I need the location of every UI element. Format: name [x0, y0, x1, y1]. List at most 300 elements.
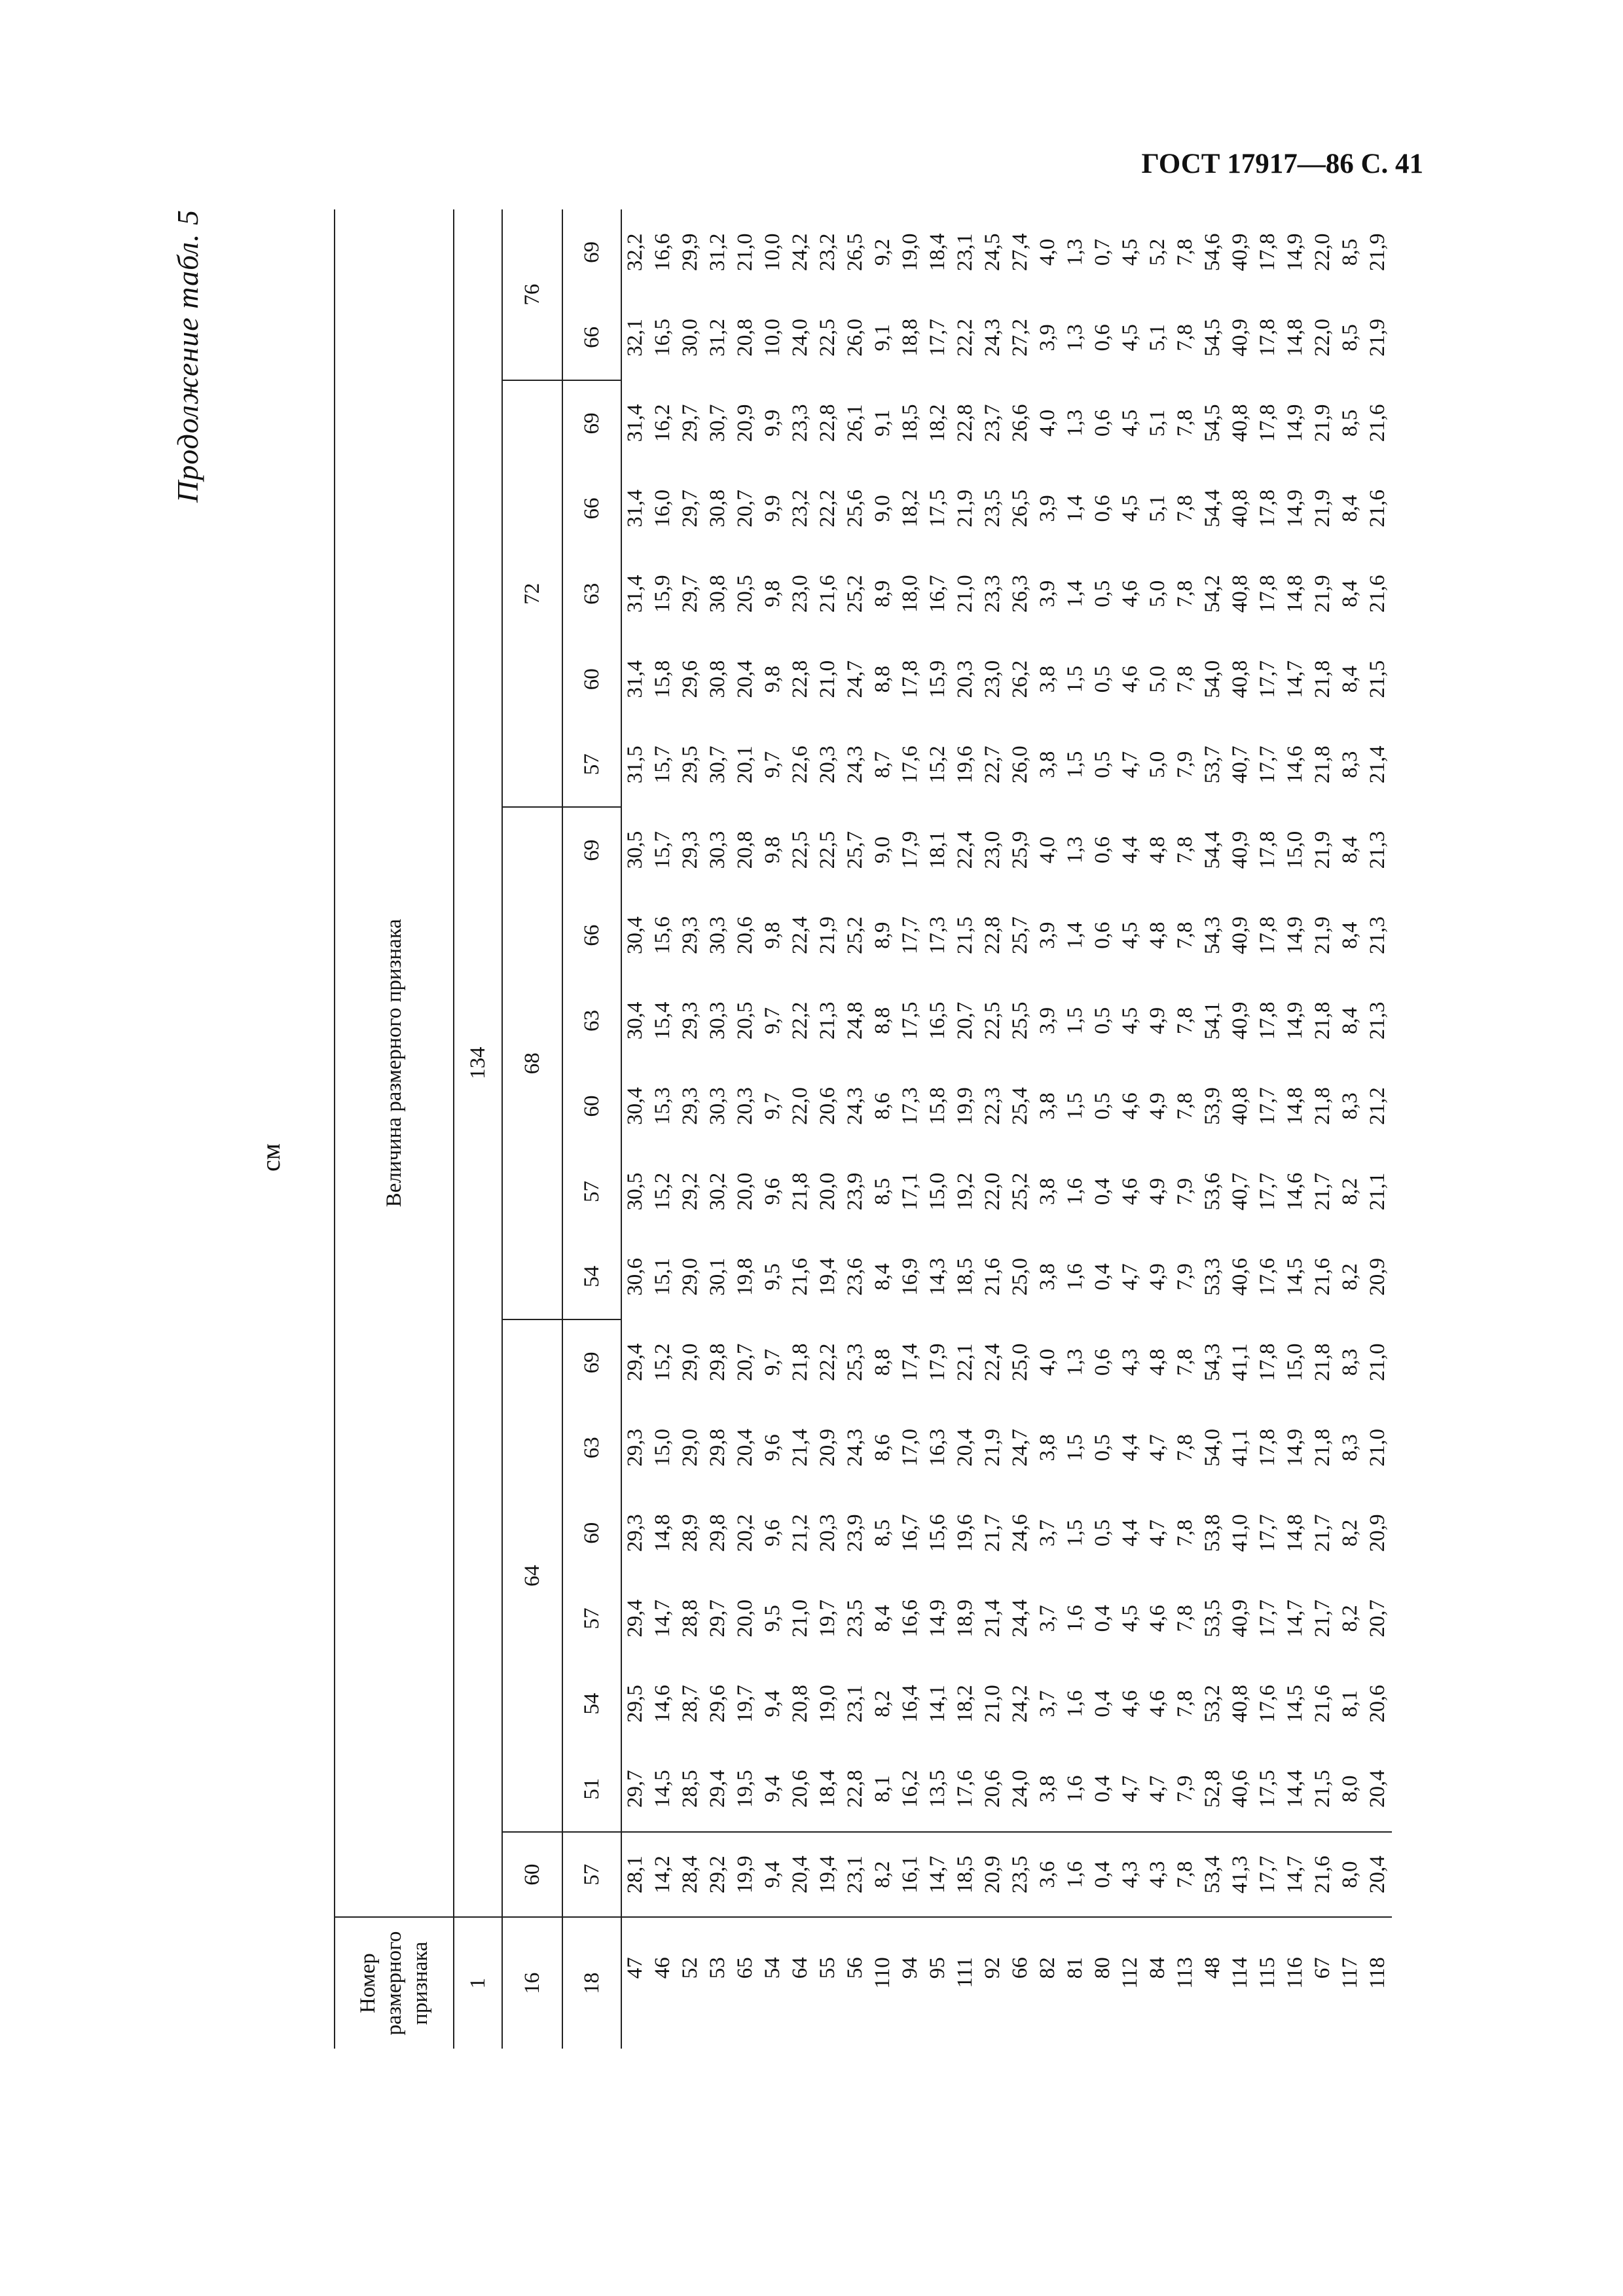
value-column — [621, 1064, 1392, 1149]
value-cell: 0,6 — [1091, 1348, 1114, 1376]
value-cell: 8,2 — [871, 1690, 894, 1717]
value-cell: 20,4 — [733, 660, 757, 698]
value-cell: 3,8 — [1036, 751, 1059, 778]
value-cell: 20,0 — [733, 1172, 757, 1211]
value-cell: 14,7 — [926, 1856, 949, 1893]
value-cell: 18,5 — [953, 1856, 977, 1893]
value-cell: 0,5 — [1091, 1519, 1114, 1547]
value-cell: 24,6 — [1008, 1514, 1032, 1552]
value-column — [621, 1234, 1392, 1319]
value-cell: 7,9 — [1173, 751, 1197, 778]
value-cell: 22,5 — [816, 319, 839, 357]
value-cell: 17,8 — [1256, 233, 1279, 272]
value-cell: 9,8 — [761, 580, 784, 607]
value-cell: 7,8 — [1173, 922, 1197, 949]
value-cell: 53,5 — [1201, 1599, 1224, 1638]
feature-number: 52 — [678, 1957, 702, 1979]
value-cell: 4,6 — [1146, 1605, 1169, 1632]
value-cell: 7,9 — [1173, 1263, 1197, 1291]
value-cell: 8,7 — [871, 751, 894, 778]
value-cell: 14,7 — [1283, 1856, 1307, 1893]
feature-number: 48 — [1201, 1957, 1224, 1979]
value-cell: 23,2 — [788, 489, 812, 528]
value-cell: 17,1 — [898, 1172, 922, 1211]
value-cell: 20,7 — [733, 489, 757, 528]
value-cell: 8,4 — [1338, 836, 1362, 864]
value-cell: 20,6 — [788, 1770, 812, 1808]
value-cell: 19,5 — [733, 1770, 757, 1808]
value-column — [621, 893, 1392, 978]
value-cell: 25,2 — [843, 575, 867, 613]
value-cell: 40,6 — [1228, 1770, 1252, 1808]
continuation-label: Продолжение табл. 5 — [171, 209, 204, 503]
value-cell: 9,7 — [761, 751, 784, 778]
value-cell: 8,4 — [1338, 1007, 1362, 1035]
value-cell: 4,7 — [1118, 1263, 1142, 1291]
value-cell: 23,5 — [1008, 1856, 1032, 1893]
value-cell: 4,5 — [1118, 1605, 1142, 1632]
value-cell: 54,5 — [1201, 319, 1224, 357]
value-cell: 1,3 — [1063, 324, 1087, 351]
value-cell: 4,9 — [1146, 1092, 1169, 1120]
value-cell: 29,2 — [678, 1172, 702, 1211]
value-cell: 9,7 — [761, 1092, 784, 1120]
value-cell: 14,4 — [1283, 1770, 1307, 1808]
column-header: 51 — [562, 1746, 621, 1831]
value-cell: 53,7 — [1201, 745, 1224, 784]
value-cell: 23,5 — [843, 1599, 867, 1638]
column-header: 60 — [562, 1490, 621, 1575]
value-cell: 10,0 — [761, 233, 784, 272]
value-cell: 14,3 — [926, 1258, 949, 1296]
value-cell: 24,2 — [1008, 1685, 1032, 1723]
value-cell: 0,5 — [1091, 666, 1114, 693]
feature-number: 80 — [1091, 1957, 1114, 1979]
value-cell: 20,1 — [733, 745, 757, 784]
value-cell: 18,2 — [898, 489, 922, 528]
value-cell: 0,5 — [1091, 580, 1114, 607]
value-cell: 29,8 — [706, 1343, 729, 1382]
value-cell: 9,9 — [761, 409, 784, 437]
value-cell: 22,8 — [788, 660, 812, 698]
value-cell: 24,4 — [1008, 1599, 1032, 1638]
value-cell: 29,7 — [678, 575, 702, 613]
value-cell: 40,9 — [1228, 831, 1252, 869]
value-cell: 17,7 — [1256, 745, 1279, 784]
feature-number: 55 — [816, 1957, 839, 1979]
value-cell: 4,3 — [1118, 1861, 1142, 1888]
value-cell: 7,8 — [1173, 1690, 1197, 1717]
value-cell: 21,7 — [1311, 1599, 1334, 1638]
value-cell: 22,0 — [788, 1087, 812, 1125]
value-cell: 17,8 — [1256, 319, 1279, 357]
value-cell: 8,6 — [871, 1434, 894, 1462]
header-feature-value: Величина размерного признака — [335, 209, 454, 1917]
value-cell: 30,5 — [623, 831, 647, 869]
value-cell: 29,7 — [706, 1599, 729, 1638]
value-cell: 29,7 — [623, 1770, 647, 1808]
value-cell: 40,9 — [1228, 916, 1252, 954]
value-cell: 22,0 — [981, 1172, 1004, 1211]
value-cell: 23,1 — [843, 1685, 867, 1723]
feature-number: 95 — [926, 1957, 949, 1979]
value-column — [621, 209, 1392, 295]
value-cell: 21,4 — [981, 1599, 1004, 1638]
value-cell: 17,4 — [898, 1343, 922, 1382]
value-cell: 3,7 — [1036, 1690, 1059, 1717]
value-cell: 29,2 — [706, 1856, 729, 1893]
value-cell: 3,7 — [1036, 1605, 1059, 1632]
value-cell: 19,6 — [953, 1514, 977, 1552]
value-cell: 20,7 — [1366, 1599, 1389, 1638]
value-cell: 4,8 — [1146, 922, 1169, 949]
value-cell: 54,3 — [1201, 1343, 1224, 1382]
value-cell: 40,6 — [1228, 1258, 1252, 1296]
value-cell: 20,8 — [733, 319, 757, 357]
value-cell: 16,7 — [898, 1514, 922, 1552]
value-cell: 14,7 — [651, 1599, 674, 1638]
value-cell: 17,8 — [1256, 1001, 1279, 1040]
feature-number: 112 — [1118, 1957, 1142, 1989]
value-cell: 40,8 — [1228, 1087, 1252, 1125]
value-cell: 14,1 — [926, 1685, 949, 1723]
value-cell: 21,2 — [788, 1514, 812, 1552]
value-cell: 14,2 — [651, 1856, 674, 1893]
value-cell: 20,3 — [816, 745, 839, 784]
value-column — [621, 637, 1392, 722]
value-cell: 8,4 — [1338, 580, 1362, 607]
feature-number: 65 — [733, 1957, 757, 1979]
value-cell: 20,6 — [981, 1770, 1004, 1808]
value-cell: 24,3 — [843, 1087, 867, 1125]
value-cell: 31,2 — [706, 233, 729, 272]
value-cell: 18,2 — [953, 1685, 977, 1723]
value-cell: 4,5 — [1118, 1007, 1142, 1035]
value-cell: 15,7 — [651, 831, 674, 869]
value-cell: 5,1 — [1146, 324, 1169, 351]
value-cell: 4,5 — [1118, 324, 1142, 351]
feature-number: 54 — [761, 1957, 784, 1979]
value-cell: 9,0 — [871, 836, 894, 864]
column-header: 69 — [562, 1319, 621, 1405]
value-cell: 40,8 — [1228, 404, 1252, 442]
value-cell: 41,3 — [1228, 1856, 1252, 1893]
value-cell: 8,0 — [1338, 1861, 1362, 1888]
value-cell: 8,5 — [1338, 409, 1362, 437]
value-cell: 1,6 — [1063, 1775, 1087, 1803]
value-cell: 24,3 — [843, 1428, 867, 1467]
value-cell: 21,9 — [1311, 575, 1334, 613]
value-cell: 29,3 — [623, 1428, 647, 1467]
value-cell: 21,7 — [1311, 1514, 1334, 1552]
group-68: 68 — [502, 807, 562, 1319]
value-cell: 16,1 — [898, 1856, 922, 1893]
value-cell: 21,8 — [1311, 1343, 1334, 1382]
value-cell: 15,0 — [926, 1172, 949, 1211]
value-cell: 22,0 — [1311, 233, 1334, 272]
value-column — [621, 1575, 1392, 1660]
value-cell: 17,7 — [1256, 1856, 1279, 1893]
header-feature-number: Номер размерного признака — [335, 1917, 454, 2049]
value-cell: 53,6 — [1201, 1172, 1224, 1211]
value-cell: 15,8 — [651, 660, 674, 698]
value-cell: 16,5 — [926, 1001, 949, 1040]
value-cell: 9,7 — [761, 1348, 784, 1376]
row1-label: 1 — [454, 1917, 502, 2049]
value-cell: 4,5 — [1118, 922, 1142, 949]
value-cell: 8,3 — [1338, 1434, 1362, 1462]
value-cell: 8,6 — [871, 1092, 894, 1120]
value-cell: 22,2 — [816, 1343, 839, 1382]
value-cell: 9,5 — [761, 1263, 784, 1291]
value-cell: 29,3 — [678, 916, 702, 954]
value-cell: 20,4 — [1366, 1770, 1389, 1808]
value-cell: 41,0 — [1228, 1514, 1252, 1552]
value-cell: 7,8 — [1173, 1519, 1197, 1547]
value-cell: 8,2 — [871, 1861, 894, 1888]
value-cell: 1,6 — [1063, 1605, 1087, 1632]
value-cell: 21,9 — [1311, 916, 1334, 954]
column-header: 69 — [562, 209, 621, 295]
value-cell: 4,5 — [1118, 409, 1142, 437]
group-76: 76 — [502, 209, 562, 380]
value-cell: 22,5 — [788, 831, 812, 869]
value-column — [621, 1661, 1392, 1746]
value-cell: 20,3 — [953, 660, 977, 698]
value-cell: 22,2 — [816, 489, 839, 528]
value-cell: 0,6 — [1091, 409, 1114, 437]
value-cell: 20,6 — [1366, 1685, 1389, 1723]
value-cell: 16,6 — [651, 233, 674, 272]
column-header: 63 — [562, 1405, 621, 1490]
value-cell: 20,2 — [733, 1514, 757, 1552]
value-cell: 9,6 — [761, 1177, 784, 1206]
value-cell: 0,6 — [1091, 324, 1114, 351]
value-cell: 17,7 — [1256, 660, 1279, 698]
value-cell: 20,4 — [1366, 1856, 1389, 1893]
feature-number: 113 — [1173, 1957, 1197, 1989]
value-cell: 15,0 — [1283, 831, 1307, 869]
value-cell: 25,2 — [1008, 1172, 1032, 1211]
value-cell: 20,5 — [733, 575, 757, 613]
value-cell: 54,3 — [1201, 916, 1224, 954]
value-column — [621, 295, 1392, 380]
value-cell: 21,5 — [1311, 1770, 1334, 1808]
value-cell: 0,4 — [1091, 1605, 1114, 1632]
value-cell: 8,5 — [1338, 238, 1362, 266]
value-cell: 24,5 — [981, 233, 1004, 272]
value-cell: 20,9 — [816, 1428, 839, 1467]
value-cell: 15,0 — [651, 1428, 674, 1467]
value-cell: 29,6 — [678, 660, 702, 698]
value-column — [621, 1319, 1392, 1405]
value-cell: 31,4 — [623, 489, 647, 528]
value-cell: 29,4 — [706, 1770, 729, 1808]
value-cell: 3,9 — [1036, 922, 1059, 949]
value-cell: 22,3 — [981, 1087, 1004, 1125]
value-cell: 40,9 — [1228, 1001, 1252, 1040]
column-header: 54 — [562, 1661, 621, 1746]
value-cell: 30,8 — [706, 660, 729, 698]
value-cell: 17,7 — [926, 319, 949, 357]
value-cell: 8,2 — [1338, 1605, 1362, 1632]
value-cell: 8,8 — [871, 666, 894, 693]
value-cell: 29,4 — [623, 1343, 647, 1382]
value-cell: 0,5 — [1091, 751, 1114, 778]
value-cell: 29,0 — [678, 1258, 702, 1296]
value-cell: 29,3 — [623, 1514, 647, 1552]
value-cell: 4,8 — [1146, 836, 1169, 864]
value-cell: 30,0 — [678, 319, 702, 357]
value-cell: 14,5 — [1283, 1685, 1307, 1723]
feature-number: 116 — [1283, 1957, 1307, 1989]
column-header: 57 — [562, 1149, 621, 1234]
value-cell: 21,8 — [1311, 1428, 1334, 1467]
value-column — [621, 1405, 1392, 1490]
value-cell: 30,4 — [623, 916, 647, 954]
value-cell: 53,9 — [1201, 1087, 1224, 1125]
value-cell: 7,8 — [1173, 1605, 1197, 1632]
value-cell: 19,6 — [953, 745, 977, 784]
value-cell: 9,7 — [761, 1007, 784, 1035]
value-cell: 26,0 — [1008, 745, 1032, 784]
value-cell: 30,8 — [706, 489, 729, 528]
value-cell: 24,7 — [1008, 1428, 1032, 1467]
value-cell: 15,2 — [926, 745, 949, 784]
value-cell: 23,6 — [843, 1258, 867, 1296]
value-cell: 27,4 — [1008, 233, 1032, 272]
value-cell: 22,8 — [816, 404, 839, 442]
value-cell: 21,9 — [981, 1428, 1004, 1467]
value-cell: 21,8 — [1311, 1001, 1334, 1040]
unit-label: см — [256, 1143, 285, 1172]
value-cell: 25,2 — [843, 916, 867, 954]
value-cell: 30,4 — [623, 1001, 647, 1040]
value-cell: 40,9 — [1228, 319, 1252, 357]
value-column — [621, 380, 1392, 465]
value-cell: 22,5 — [816, 831, 839, 869]
value-cell: 15,2 — [651, 1343, 674, 1382]
value-cell: 20,3 — [733, 1087, 757, 1125]
value-cell: 14,8 — [1283, 1087, 1307, 1125]
value-cell: 8,8 — [871, 1007, 894, 1035]
value-cell: 1,4 — [1063, 495, 1087, 522]
value-cell: 7,8 — [1173, 666, 1197, 693]
value-cell: 26,6 — [1008, 404, 1032, 442]
value-cell: 21,5 — [953, 916, 977, 954]
value-cell: 19,7 — [816, 1599, 839, 1638]
value-cell: 15,7 — [651, 745, 674, 784]
value-cell: 4,0 — [1036, 238, 1059, 266]
value-cell: 31,4 — [623, 660, 647, 698]
value-column — [621, 978, 1392, 1063]
data-table — [334, 209, 1392, 2049]
feature-number: 53 — [706, 1957, 729, 1979]
value-cell: 20,3 — [816, 1514, 839, 1552]
value-cell: 5,1 — [1146, 409, 1169, 437]
column-header: 69 — [562, 380, 621, 465]
group-64: 64 — [502, 1319, 562, 1832]
value-cell: 23,9 — [843, 1514, 867, 1552]
value-cell: 54,5 — [1201, 404, 1224, 442]
value-cell: 16,3 — [926, 1428, 949, 1467]
value-cell: 17,8 — [898, 660, 922, 698]
value-cell: 21,6 — [788, 1258, 812, 1296]
value-cell: 30,7 — [706, 404, 729, 442]
value-cell: 17,5 — [898, 1001, 922, 1040]
value-cell: 30,4 — [623, 1087, 647, 1125]
feature-number: 118 — [1366, 1957, 1389, 1989]
value-cell: 4,8 — [1146, 1348, 1169, 1376]
value-cell: 4,7 — [1146, 1775, 1169, 1803]
value-cell: 15,4 — [651, 1001, 674, 1040]
value-cell: 1,4 — [1063, 580, 1087, 607]
value-cell: 15,1 — [651, 1258, 674, 1296]
value-cell: 15,6 — [926, 1514, 949, 1552]
value-cell: 32,2 — [623, 233, 647, 272]
value-cell: 17,8 — [1256, 916, 1279, 954]
value-cell: 21,8 — [1311, 1087, 1334, 1125]
value-cell: 54,2 — [1201, 575, 1224, 613]
value-cell: 30,7 — [706, 745, 729, 784]
value-cell: 20,8 — [733, 831, 757, 869]
value-cell: 22,5 — [981, 1001, 1004, 1040]
value-cell: 8,4 — [1338, 922, 1362, 949]
value-cell: 5,2 — [1146, 238, 1169, 266]
value-cell: 0,4 — [1091, 1861, 1114, 1888]
value-cell: 0,4 — [1091, 1263, 1114, 1291]
value-cell: 21,0 — [788, 1599, 812, 1638]
value-cell: 40,7 — [1228, 1172, 1252, 1211]
value-cell: 21,0 — [981, 1685, 1004, 1723]
feature-number: 114 — [1228, 1957, 1252, 1989]
value-cell: 4,6 — [1118, 1177, 1142, 1206]
value-cell: 1,3 — [1063, 409, 1087, 437]
feature-number: 84 — [1146, 1957, 1169, 1979]
value-cell: 16,2 — [898, 1770, 922, 1808]
feature-number: 117 — [1338, 1957, 1362, 1989]
value-cell: 4,4 — [1118, 1434, 1142, 1462]
value-cell: 28,9 — [678, 1514, 702, 1552]
value-cell: 31,4 — [623, 404, 647, 442]
value-cell: 15,0 — [1283, 1343, 1307, 1382]
value-cell: 4,0 — [1036, 1348, 1059, 1376]
value-cell: 40,8 — [1228, 489, 1252, 528]
value-cell: 23,1 — [843, 1856, 867, 1893]
value-cell: 25,0 — [1008, 1343, 1032, 1382]
value-cell: 14,7 — [1283, 660, 1307, 698]
feature-numbers-column — [621, 1917, 1392, 2049]
value-cell: 18,9 — [953, 1599, 977, 1638]
value-cell: 26,3 — [1008, 575, 1032, 613]
value-cell: 25,5 — [1008, 1001, 1032, 1040]
value-cell: 19,4 — [816, 1258, 839, 1296]
value-cell: 22,8 — [981, 916, 1004, 954]
value-cell: 30,6 — [623, 1258, 647, 1296]
value-cell: 30,8 — [706, 575, 729, 613]
value-cell: 4,6 — [1118, 1092, 1142, 1120]
value-cell: 9,6 — [761, 1434, 784, 1462]
value-cell: 9,0 — [871, 495, 894, 522]
value-column — [621, 551, 1392, 636]
value-cell: 1,5 — [1063, 1007, 1087, 1035]
value-cell: 17,7 — [1256, 1599, 1279, 1638]
value-cell: 4,6 — [1118, 666, 1142, 693]
value-cell: 23,3 — [981, 575, 1004, 613]
value-cell: 14,9 — [926, 1599, 949, 1638]
value-column — [621, 1149, 1392, 1234]
value-cell: 7,9 — [1173, 1177, 1197, 1206]
